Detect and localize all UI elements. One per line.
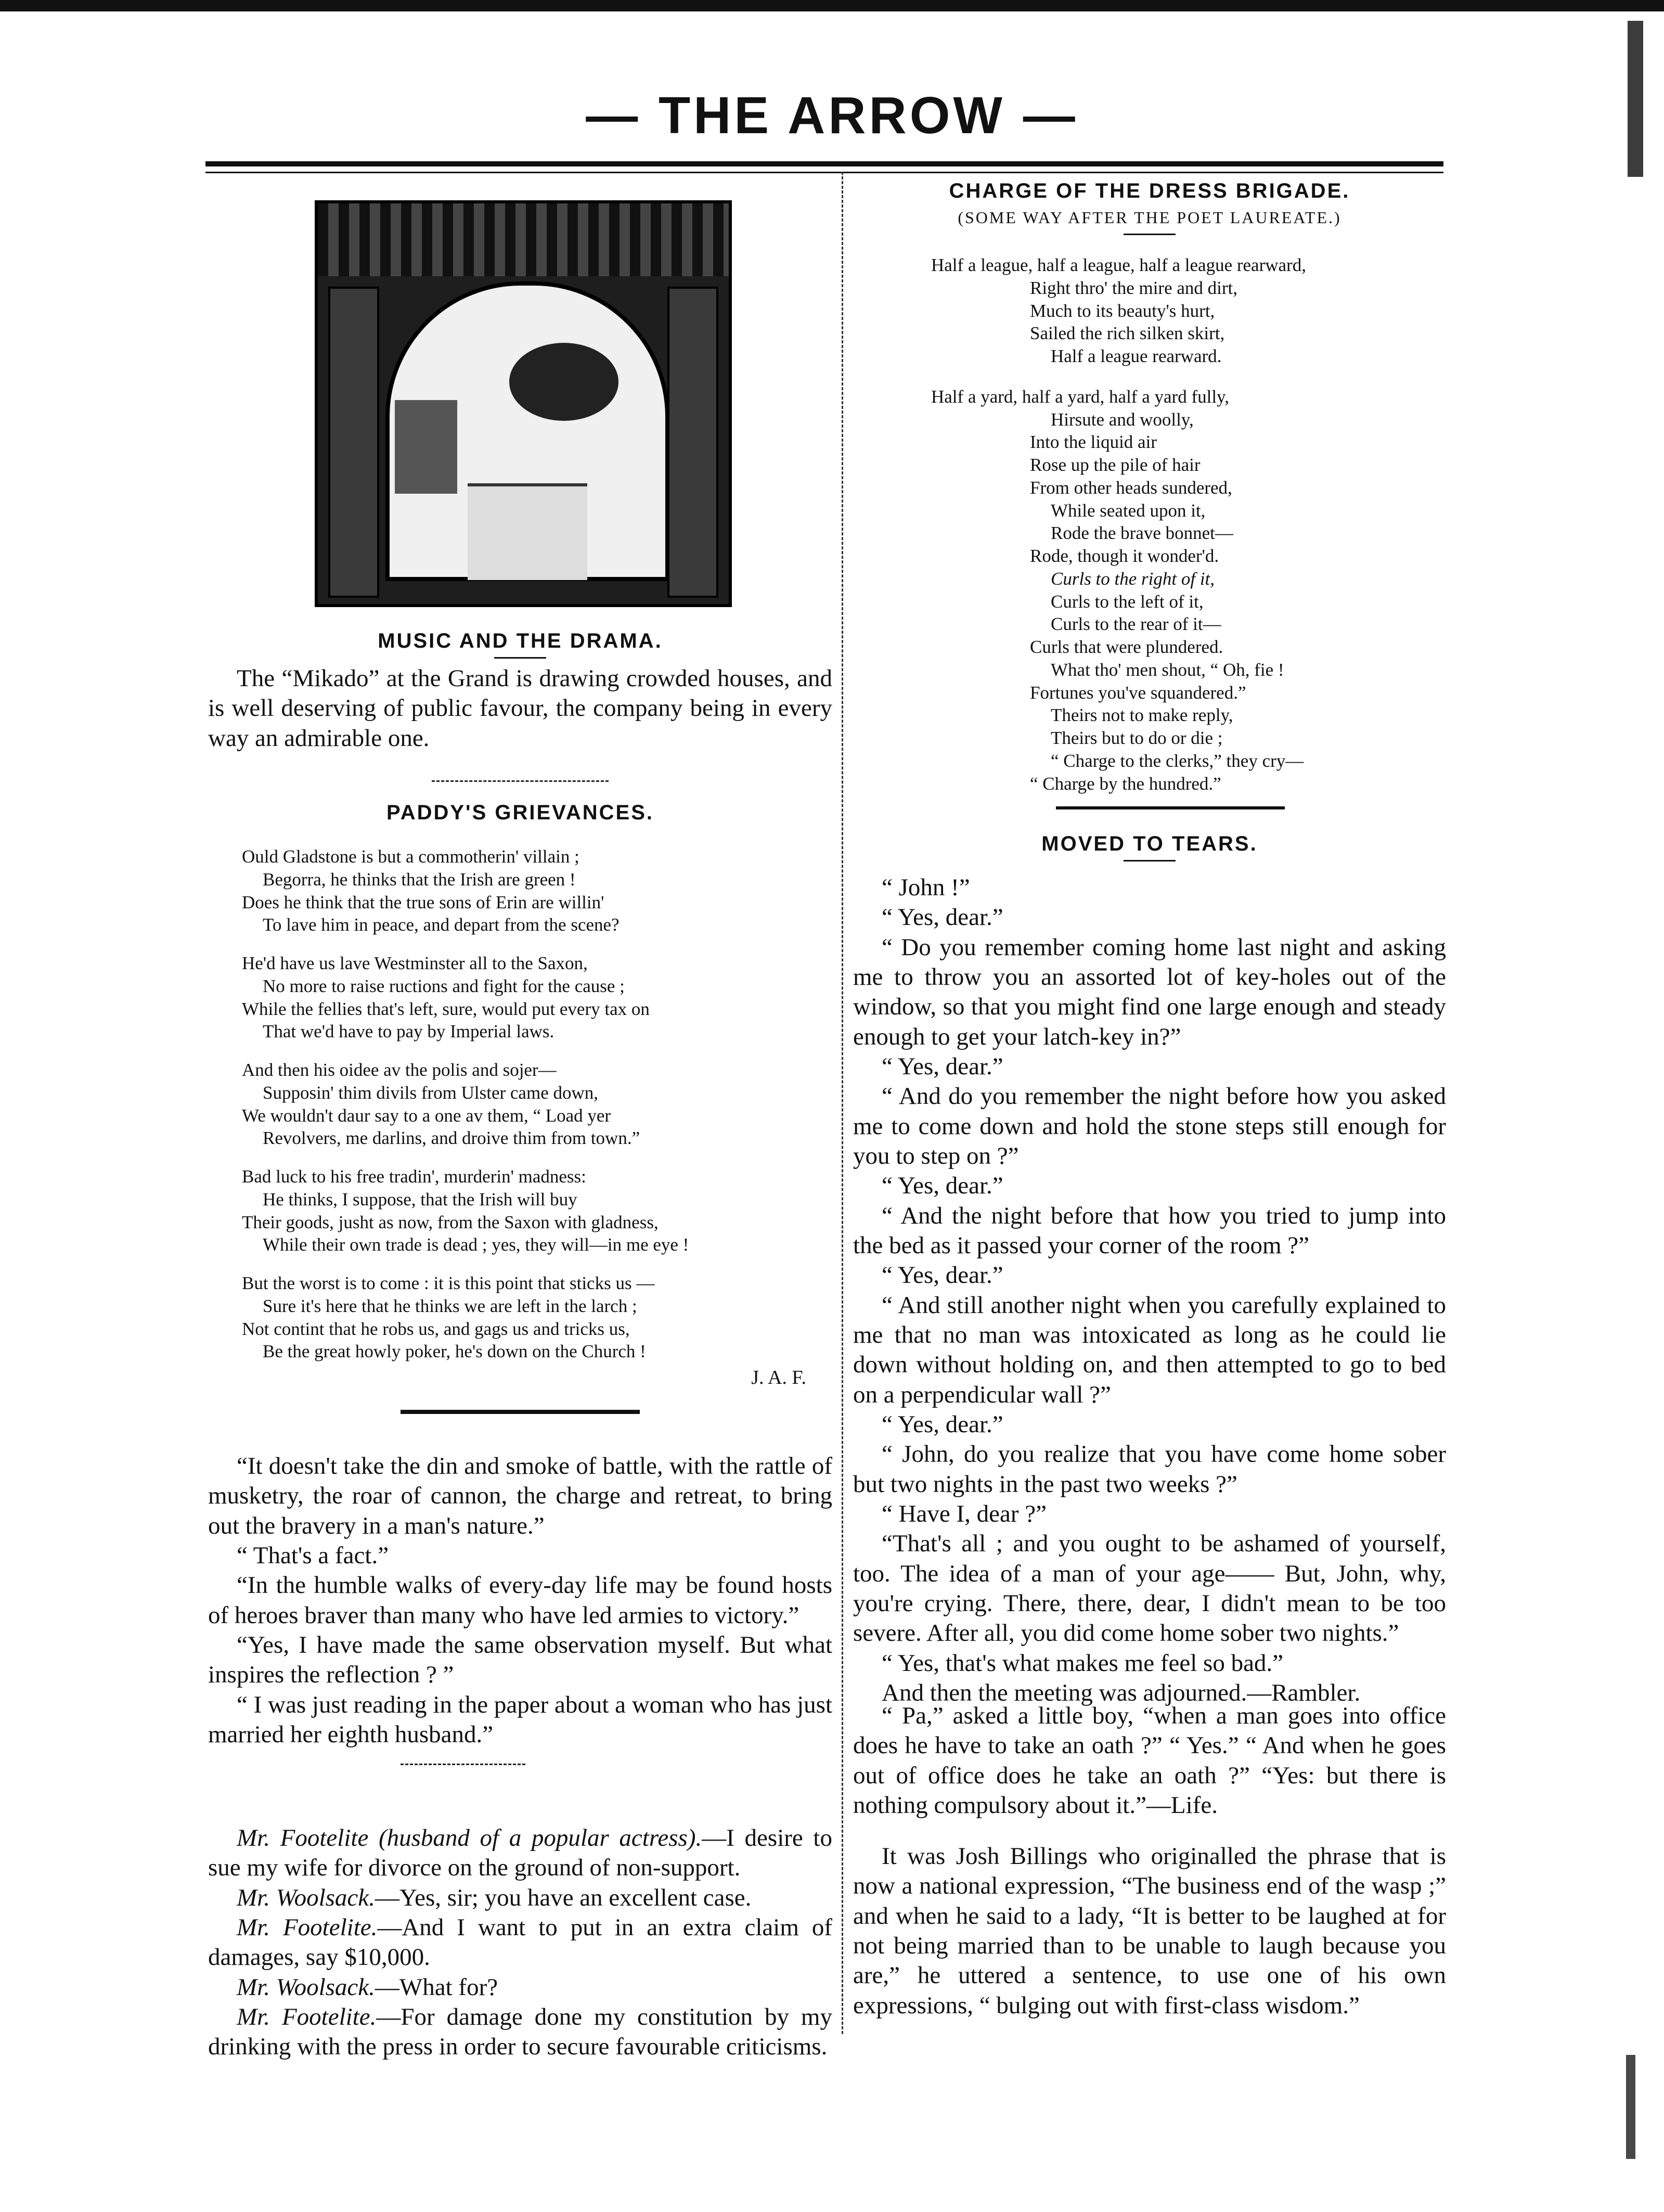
speaker-name: Mr. Footelite. <box>237 1913 378 1941</box>
moved-paragraph: “That's all ; and you ought to be ashamed of yourself, too. The idea of a man of your age—— But, John, why, you're crying. There, there, dear, I didn't mean to be too severe. After all, you did come home sober two nights.” <box>853 1530 1446 1647</box>
house <box>395 400 457 494</box>
masthead-rule <box>205 161 1443 166</box>
poem-line: Curls to the left of it, <box>1051 591 1204 612</box>
moved-paragraph: “ Yes, dear.” <box>882 1172 1003 1200</box>
moved-paragraph: “ And do you remember the night before how you asked me to come down and hold the stone steps still enough for you to step on ?” <box>853 1083 1446 1169</box>
moved-heading: MOVED TO TEARS. <box>1041 832 1258 855</box>
poem-line: But the worst is to come : it is this point that sticks us — <box>242 1273 655 1293</box>
poem-line: He'd have us lave Westminster all to the Saxon, <box>242 953 588 973</box>
moved-paragraph: “ And the night before that how you tried to jump into the bed as it passed your corner of the room ?” <box>853 1202 1446 1259</box>
masthead-text: THE ARROW <box>659 86 1005 145</box>
masthead-title <box>0 86 1664 146</box>
poem-line: Right thro' the mire and dirt, <box>1030 277 1238 298</box>
music-section <box>208 629 832 753</box>
poem-line: Half a league, half a league, half a league rearward, <box>931 255 1306 275</box>
masthead-dash-left: — <box>586 86 659 145</box>
poem-line: Half a yard, half a yard, half a yard fully, <box>931 386 1230 407</box>
josh-paragraph: It was Josh Billings who originalled the phrase that is now a national expression, “The business end of the wasp ;” and when he said to a lady, “It is better to be laughed at for not being married than to be unable to laugh because you are,” he uttered a sentence, to use one of his own expressions, “ bulging out with first-class wisdom.” <box>853 1843 1446 2019</box>
poem-line: Supposin' thim divils from Ulster came down, <box>263 1082 599 1103</box>
garden-path <box>468 483 587 580</box>
poem-line: Fortunes you've squandered.” <box>1030 682 1246 703</box>
poem-line: Theirs not to make reply, <box>1051 705 1233 726</box>
paddy-section <box>208 801 832 1389</box>
footelite-dialog <box>208 1823 832 2062</box>
paddy-stanza-1 <box>242 845 832 936</box>
poem-line: Sailed the rich silken skirt, <box>1030 323 1225 344</box>
moved-paragraph: “ Yes, dear.” <box>882 1410 1003 1438</box>
music-rule <box>494 657 546 659</box>
moved-paragraph: “ Do you remember coming home last night and asking me to throw you an assorted lot of key-holes out of the window, so that you might find one large enough and steady enough to get your latch-key in?” <box>853 933 1446 1050</box>
separator-4 <box>1056 806 1285 809</box>
poem-line: Rode, though it wonder'd. <box>1030 546 1219 566</box>
music-heading: MUSIC AND THE DRAMA. <box>378 629 663 652</box>
charge-heading: CHARGE OF THE DRESS BRIGADE. <box>949 179 1350 202</box>
poem-line: Be the great howly poker, he's down on the Church ! <box>263 1341 646 1362</box>
dialog-paragraph: “In the humble walks of every-day life may be found hosts of heroes braver than many who have led armies to victory.” <box>208 1572 832 1629</box>
moved-rule <box>1124 860 1176 861</box>
poem-line: Begorra, he thinks that the Irish are green ! <box>263 869 576 890</box>
paddy-stanza-2 <box>242 952 832 1043</box>
moved-section <box>853 832 1446 1708</box>
tree <box>509 343 618 421</box>
speaker-line: —I desire to sue my wife for divorce on the ground of non-support. <box>208 1824 832 1882</box>
speaker-name: Mr. Footelite. <box>237 2003 377 2030</box>
masthead-dash-right: — <box>1005 86 1078 145</box>
moved-paragraph: “ Yes, dear.” <box>882 1052 1003 1080</box>
speaker-name: Mr. Woolsack. <box>237 1884 375 1911</box>
poem-line: While seated upon it, <box>1051 500 1206 521</box>
poem-line: Into the liquid air <box>1030 432 1157 453</box>
poem-line: While the fellies that's left, sure, would put every tax on <box>242 998 650 1019</box>
poem-line: Theirs but to do or die ; <box>1051 728 1223 748</box>
poem-line: Curls to the right of it, <box>1051 568 1215 589</box>
poem-line: Rose up the pile of hair <box>1030 455 1201 475</box>
dialog-paragraph: “ That's a fact.” <box>237 1541 389 1569</box>
paddy-stanza-4 <box>242 1165 832 1256</box>
footelite-line <box>208 2002 832 2062</box>
speaker-line: —And I want to put in an extra claim of damages, say $10,000. <box>208 1913 832 1971</box>
bravery-dialog <box>208 1451 832 1750</box>
speaker-line: —Yes, sir; you have an excellent case. <box>375 1884 752 1911</box>
paddy-stanza-5 <box>242 1272 832 1363</box>
column-divider <box>842 172 843 2034</box>
speaker-name: Mr. Footelite (husband of a popular actress). <box>237 1824 702 1851</box>
dialog-paragraph: “Yes, I have made the same observation myself. But what inspires the reflection ? ” <box>208 1631 832 1689</box>
dialog-paragraph: “It doesn't take the din and smoke of battle, with the rattle of musketry, the roar of cannon, the charge and retreat, to bring out the bravery in a man's nature.” <box>208 1452 832 1539</box>
separator-1 <box>432 780 609 782</box>
top-scan-edge <box>0 0 1664 11</box>
pa-paragraph: “ Pa,” asked a little boy, “when a man goes into office does he have to take an oath ?” “ Yes.” “ And when he goes out of office does he take an oath ?” “Yes: but there is nothing compulsory about it.”—Life. <box>853 1702 1446 1819</box>
paddy-heading: PADDY'S GRIEVANCES. <box>386 801 654 824</box>
music-text: The “Mikado” at the Grand is drawing crowded houses, and is well deserving of public favour, the company being in every way an admirable one. <box>208 665 832 752</box>
charge-subheading: (SOME WAY AFTER THE POET LAUREATE.) <box>958 208 1341 227</box>
poem-line: That we'd have to pay by Imperial laws. <box>263 1021 554 1042</box>
charge-rule <box>1124 234 1176 235</box>
poem-line: Curls to the rear of it— <box>1051 614 1221 635</box>
masthead-rule-thin <box>205 172 1443 173</box>
poem-line: Their goods, jusht as now, from the Saxon with gladness, <box>242 1212 659 1232</box>
poem-line: Half a league rearward. <box>1051 346 1222 366</box>
poem-line: What tho' men shout, “ Oh, fie ! <box>1051 659 1284 680</box>
poem-line: Ould Gladstone is but a commotherin' villain ; <box>242 846 579 867</box>
poem-line: Revolvers, me darlins, and droive thim from town.” <box>263 1128 640 1149</box>
poem-line: While their own trade is dead ; yes, they will—in me eye ! <box>263 1234 689 1255</box>
poem-line: Curls that were plundered. <box>1030 637 1223 657</box>
poem-line: Much to its beauty's hurt, <box>1030 300 1215 321</box>
poem-line: Does he think that the true sons of Erin are willin' <box>242 892 604 912</box>
poem-line: Not contint that he robs us, and gags us and tricks us, <box>242 1318 630 1339</box>
poem-line: “ Charge by the hundred.” <box>1030 773 1221 794</box>
right-scan-edge-bottom <box>1626 2055 1635 2159</box>
poem-line: We wouldn't daur say to a one av them, “ Load yer <box>242 1105 611 1126</box>
moved-paragraph: And then the meeting was adjourned.—Rambler. <box>882 1679 1361 1706</box>
moved-paragraph: “ John, do you realize that you have come home sober but two nights in the past two weeks ?” <box>853 1441 1446 1498</box>
charge-poem <box>853 254 1446 795</box>
poem-line: He thinks, I suppose, that the Irish will buy <box>263 1189 577 1210</box>
separator-2 <box>401 1410 640 1414</box>
josh-anecdote <box>853 1842 1446 2021</box>
moved-paragraph: “ Have I, dear ?” <box>882 1500 1047 1527</box>
poem-line: Sure it's here that he thinks we are left in the larch ; <box>263 1295 637 1316</box>
poem-line: To lave him in peace, and depart from the scene? <box>263 915 620 935</box>
poem-line: And then his oidee av the polis and sojer— <box>242 1060 557 1080</box>
speaker-line: —What for? <box>375 1973 498 2001</box>
paddy-stanza-3 <box>242 1059 832 1150</box>
moved-paragraph: “ And still another night when you carefully explained to me that no man was intoxicated as long as he could lie down without holding on, and then attempted to go to bed on a perpendicular wall ?” <box>853 1291 1446 1408</box>
moved-paragraph: “ John !” <box>882 874 970 901</box>
separator-3 <box>401 1764 525 1765</box>
poem-line: No more to raise ructions and fight for the cause ; <box>263 975 625 996</box>
dialog-paragraph: “ I was just reading in the paper about a woman who has just married her eighth husband.” <box>208 1691 832 1748</box>
speaker-name: Mr. Woolsack. <box>237 1973 375 2001</box>
moved-paragraph: “ Yes, that's what makes me feel so bad.” <box>882 1649 1284 1677</box>
paddy-signature: J. A. F. <box>751 1367 806 1388</box>
poem-line: Bad luck to his free tradin', murderin' madness: <box>242 1166 586 1187</box>
paddy-poem <box>208 845 832 1363</box>
pa-anecdote <box>853 1701 1446 1820</box>
poem-line: Hirsute and woolly, <box>1051 409 1194 430</box>
poem-line: Rode the brave bonnet— <box>1051 523 1233 544</box>
arch-ornament <box>318 203 729 276</box>
poem-line: “ Charge to the clerks,” they cry— <box>1051 750 1304 771</box>
charge-stanza-1 <box>931 254 1446 368</box>
right-pillar <box>667 287 718 598</box>
speaker-line: —For damage done my constitution by my drinking with the press in order to secure favourable criticisms. <box>208 2003 832 2061</box>
left-pillar <box>328 287 379 598</box>
charge-stanza-2 <box>931 385 1446 795</box>
stage-illustration <box>315 200 732 607</box>
moved-paragraph: “ Yes, dear.” <box>882 904 1003 931</box>
stage-arch <box>385 281 669 581</box>
charge-section <box>853 179 1446 795</box>
moved-paragraph: “ Yes, dear.” <box>882 1262 1003 1289</box>
footelite-line <box>208 1883 832 1913</box>
poem-line: From other heads sundered, <box>1030 477 1232 498</box>
footelite-line <box>208 1823 832 1883</box>
footelite-line <box>208 1973 832 2002</box>
footelite-line <box>208 1913 832 1973</box>
